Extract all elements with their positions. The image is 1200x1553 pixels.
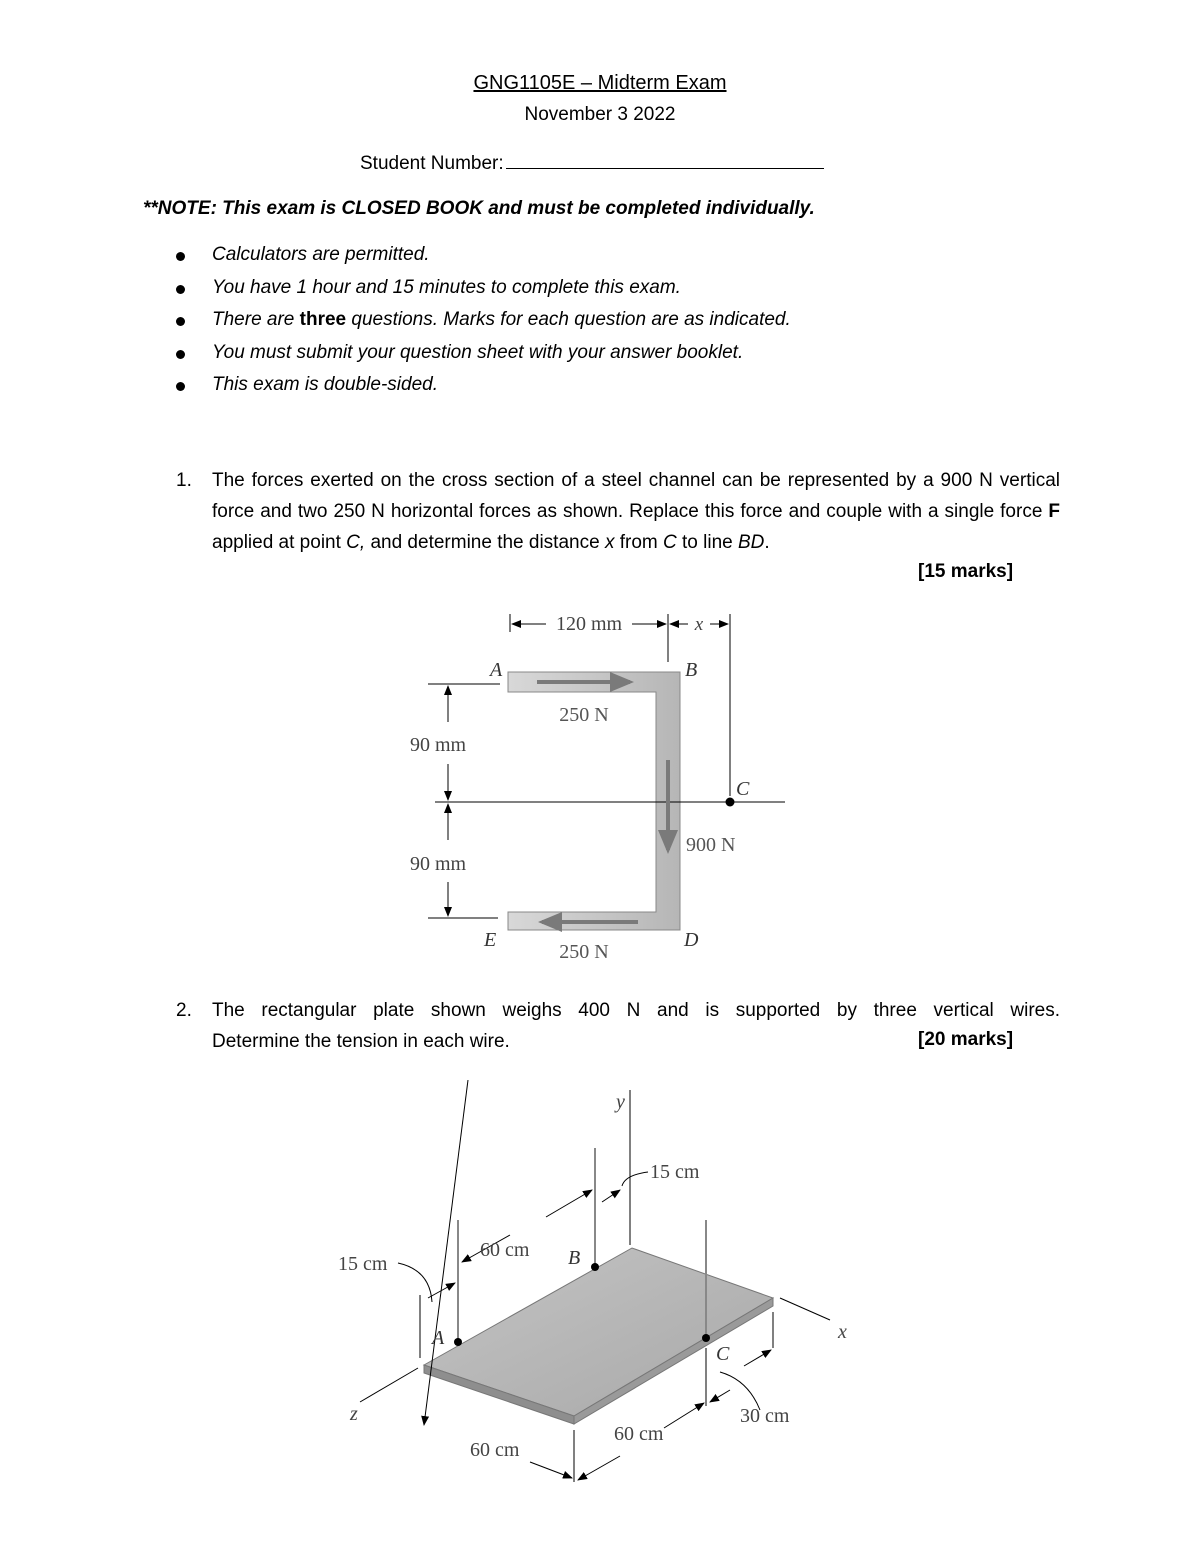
question-1-marks: [15 marks]	[918, 561, 1014, 582]
force-vertical-label: 900 N	[686, 834, 736, 856]
bullet-icon	[176, 382, 185, 391]
instruction-list	[172, 244, 791, 407]
label-a: A	[432, 1327, 445, 1349]
instruction-item: You must submit your question sheet with your answer booklet.	[172, 342, 791, 375]
dim-90-bottom-label: 90 mm	[410, 853, 467, 875]
force-bottom-label: 250 N	[559, 941, 609, 963]
dim-60-top-label: 60 cm	[480, 1239, 530, 1261]
dim-90-top-label: 90 mm	[410, 734, 467, 756]
instruction-item: There are three questions. Marks for each question are as indicated.	[172, 309, 791, 342]
bullet-icon	[176, 285, 185, 294]
label-c: C	[736, 778, 750, 800]
question-2-line-2: Determine the tension in each wire.	[212, 1031, 510, 1052]
dim-x-label: x	[694, 614, 704, 635]
bullet-icon	[176, 252, 185, 261]
instruction-item: This exam is double-sided.	[172, 374, 791, 407]
closed-book-note: **NOTE: This exam is CLOSED BOOK and must be completed individually.	[143, 198, 815, 219]
instruction-item: You have 1 hour and 15 minutes to complete this exam.	[172, 277, 791, 310]
axis-z-label: z	[350, 1403, 358, 1425]
exam-title: GNG1105E – Midterm Exam	[473, 72, 727, 94]
dim-120-label: 120 mm	[555, 613, 623, 635]
label-a: A	[490, 659, 503, 681]
dim-60-bottom-left-label: 60 cm	[470, 1439, 520, 1461]
point-c-dot	[702, 1334, 710, 1342]
bullet-icon	[176, 317, 185, 326]
dim-15-left-label: 15 cm	[338, 1253, 388, 1275]
point-b-dot	[591, 1263, 599, 1271]
rectangular-plate-figure	[320, 1080, 880, 1500]
steel-channel-figure	[380, 600, 800, 980]
z-axis	[360, 1368, 418, 1402]
label-b: B	[568, 1247, 581, 1269]
question-1-text: The forces exerted on the cross section of a steel channel can be represented by a 900 N vertical force and two 250 N horizontal forces as shown. Replace this force and couple with a single force F applied at point C, and determine the distance x from C to line BD.	[212, 470, 1060, 553]
bullet-icon	[176, 350, 185, 359]
instruction-item: Calculators are permitted.	[172, 244, 791, 277]
label-c: C	[716, 1343, 730, 1365]
point-c-dot	[726, 798, 735, 807]
question-number: 1.	[176, 470, 192, 491]
question-2-marks: [20 marks]	[918, 1029, 1014, 1050]
student-number-blank[interactable]	[506, 150, 824, 169]
dim-15-right-label: 15 cm	[650, 1161, 700, 1183]
question-1	[0, 465, 1200, 565]
dim-60-bottom-right-label: 60 cm	[614, 1423, 664, 1445]
dim-30-label: 30 cm	[740, 1405, 790, 1427]
point-a-dot	[454, 1338, 462, 1346]
x-axis	[780, 1298, 830, 1320]
label-d: D	[684, 929, 699, 951]
question-2	[0, 995, 1200, 1065]
question-number: 2.	[176, 1000, 192, 1021]
label-b: B	[685, 659, 698, 681]
force-top-label: 250 N	[559, 704, 609, 726]
axis-y-label: y	[616, 1091, 625, 1113]
label-e: E	[484, 929, 497, 951]
student-number-label: Student Number:	[360, 153, 504, 174]
student-number-field[interactable]	[360, 150, 824, 175]
axis-x-label: x	[838, 1321, 847, 1343]
exam-date: November 3 2022	[524, 104, 676, 125]
question-2-line-1: The rectangular plate shown weighs 400 N and is supported by three vertical wires.	[212, 1000, 1060, 1021]
